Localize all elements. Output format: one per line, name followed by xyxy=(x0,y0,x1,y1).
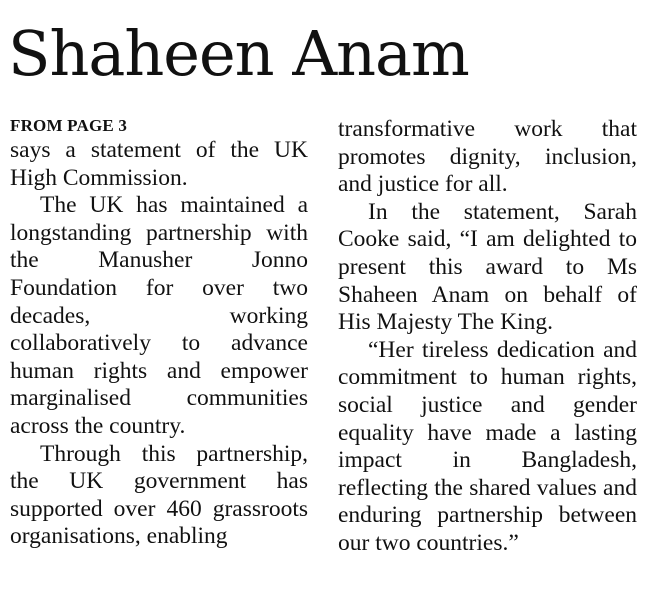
article-paragraph: says a statement of the UK High Commission. xyxy=(10,137,308,191)
article-column-right xyxy=(338,116,637,558)
article-column-left xyxy=(10,116,308,551)
article-paragraph: “Her tireless dedication and commitment to human rights, social justice and gender equality have made a lasting impact in Bangladesh, reflecting the shared values and enduring partnership between our two countries.” xyxy=(338,336,637,556)
article-paragraph: The UK has maintained a longstanding partnership with the Manusher Jonno Foundation for over two decades, working collaboratively to advance human rights and empower marginalised communities across the country. xyxy=(10,192,308,439)
article-paragraph: Through this partnership, the UK government has supported over 460 grassroots organisations, enabling xyxy=(10,440,308,550)
headline: Shaheen Anam xyxy=(8,17,469,90)
article-paragraph: In the statement, Sarah Cooke said, “I am delighted to present this award to Ms Shaheen Anam on behalf of His Majesty The King. xyxy=(338,198,637,336)
article-paragraph: transformative work that promotes dignity, inclusion, and justice for all. xyxy=(338,116,637,198)
continuation-kicker: FROM PAGE 3 xyxy=(10,116,128,135)
